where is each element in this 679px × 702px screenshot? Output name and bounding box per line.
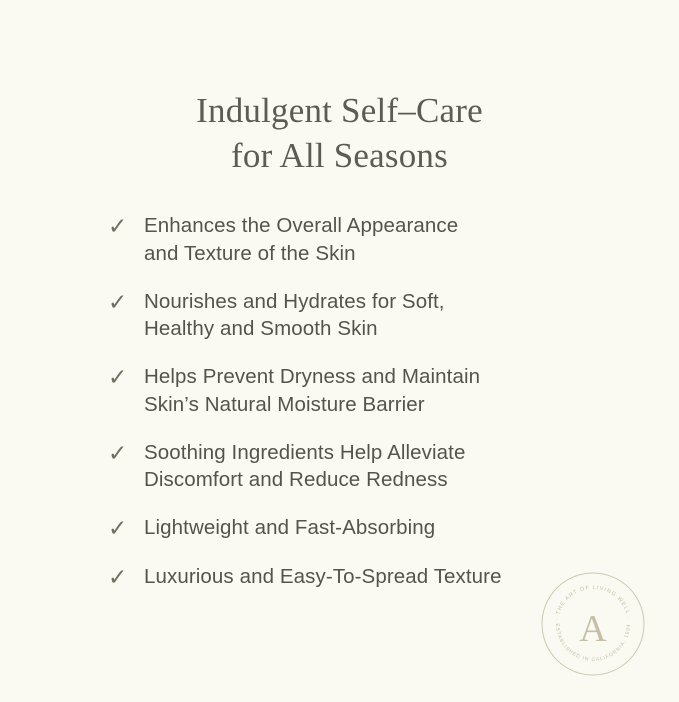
benefit-text — [144, 563, 502, 590]
check-icon: ✓ — [108, 214, 128, 241]
benefit-text — [144, 439, 465, 494]
benefit-line-1: Luxurious and Easy-To-Spread Texture — [144, 564, 502, 588]
benefit-line-2: and Texture of the Skin — [144, 241, 356, 265]
benefit-line-1: Soothing Ingredients Help Alleviate — [144, 440, 466, 464]
brand-seal — [540, 571, 646, 677]
seal-top-text: · THE ART OF LIVING WELL · — [554, 585, 632, 621]
list-item — [108, 514, 619, 541]
seal-bottom-text: ESTABLISHED IN CALIFORNIA, 1994 — [553, 623, 633, 664]
seal-monogram: A — [579, 608, 607, 651]
list-item — [108, 212, 619, 267]
benefit-line-1: Enhances the Overall Appearance — [144, 214, 459, 238]
benefits-card — [0, 23, 679, 702]
benefit-text — [144, 288, 445, 343]
check-icon: ✓ — [108, 440, 128, 467]
check-icon: ✓ — [108, 564, 128, 591]
benefit-line-2: Discomfort and Reduce Redness — [144, 468, 448, 492]
page-title-line-2: for All Seasons — [231, 135, 448, 175]
page-title-line-1: Indulgent Self–Care — [196, 91, 483, 131]
benefit-text — [144, 212, 458, 267]
benefit-line-1: Helps Prevent Dryness and Maintain — [144, 365, 481, 389]
page-title — [0, 23, 679, 178]
check-icon: ✓ — [108, 289, 128, 316]
check-icon: ✓ — [108, 516, 128, 543]
list-item — [108, 439, 619, 494]
check-icon: ✓ — [108, 365, 128, 392]
benefit-line-1: Lightweight and Fast-Absorbing — [144, 516, 436, 540]
list-item — [108, 288, 619, 343]
benefit-text — [144, 514, 435, 541]
benefits-list — [0, 212, 679, 590]
list-item — [108, 363, 619, 418]
benefit-text — [144, 363, 480, 418]
benefit-line-2: Skin’s Natural Moisture Barrier — [144, 392, 425, 416]
benefit-line-2: Healthy and Smooth Skin — [144, 317, 378, 341]
benefit-line-1: Nourishes and Hydrates for Soft, — [144, 289, 445, 313]
